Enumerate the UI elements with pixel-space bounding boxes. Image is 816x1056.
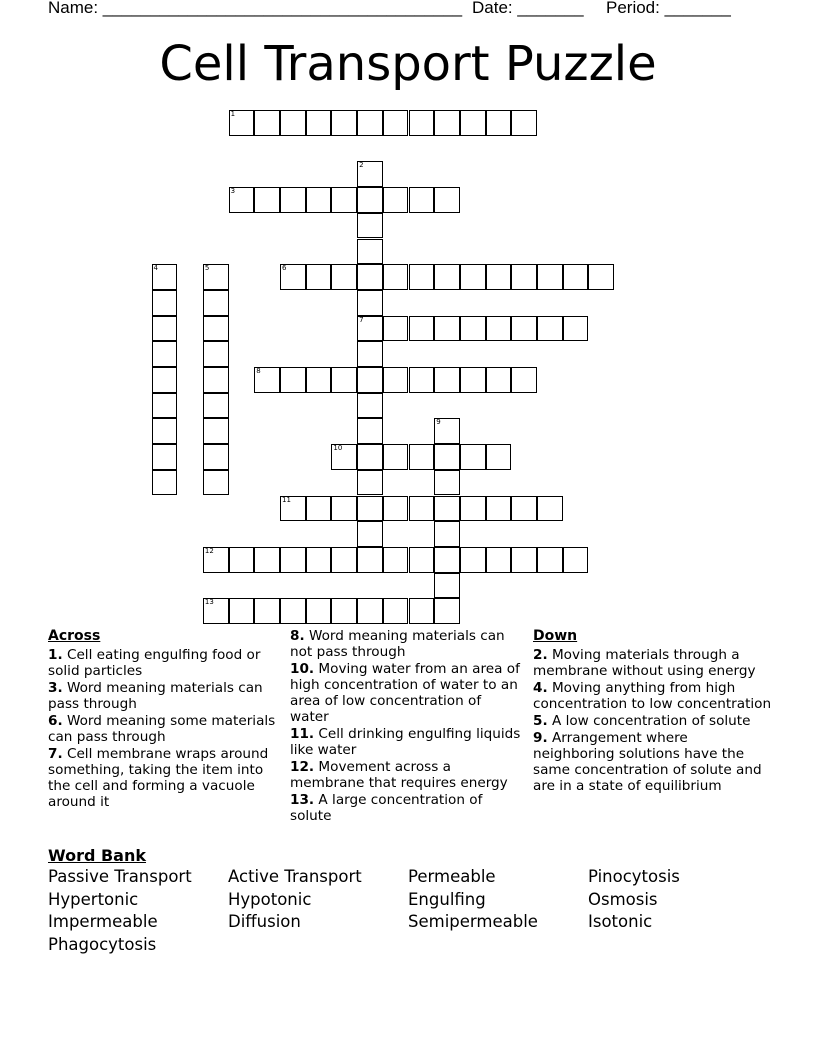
- word-bank-item: Semipermeable: [408, 912, 538, 931]
- grid-cell[interactable]: [486, 547, 512, 573]
- clue-number: 7: [359, 315, 364, 324]
- word-bank-item: Active Transport: [228, 867, 362, 886]
- grid-cell[interactable]: [203, 393, 229, 419]
- grid-cell[interactable]: [486, 316, 512, 342]
- word-bank-item: Impermeable: [48, 912, 158, 931]
- grid-cell[interactable]: [434, 367, 460, 393]
- grid-cell[interactable]: [511, 316, 537, 342]
- grid-cell[interactable]: [331, 496, 357, 522]
- grid-cell[interactable]: [152, 393, 178, 419]
- grid-cell[interactable]: [588, 264, 614, 290]
- grid-cell[interactable]: [434, 316, 460, 342]
- grid-cell[interactable]: [563, 264, 589, 290]
- grid-cell[interactable]: [331, 598, 357, 624]
- grid-cell[interactable]: [563, 316, 589, 342]
- grid-cell[interactable]: [280, 264, 306, 290]
- grid-cell[interactable]: [203, 367, 229, 393]
- grid-cell[interactable]: [434, 496, 460, 522]
- grid-cell[interactable]: [434, 598, 460, 624]
- clue-number: 3: [230, 187, 236, 196]
- grid-cell[interactable]: [537, 547, 563, 573]
- word-bank-item: Pinocytosis: [588, 867, 680, 886]
- grid-cell[interactable]: [152, 341, 178, 367]
- grid-cell[interactable]: [229, 547, 255, 573]
- grid-cell[interactable]: [357, 496, 383, 522]
- grid-cell[interactable]: [511, 110, 537, 136]
- grid-cell[interactable]: [460, 444, 486, 470]
- grid-cell[interactable]: [203, 547, 229, 573]
- grid-cell[interactable]: [486, 496, 512, 522]
- word-bank-item: Hypertonic: [48, 889, 139, 909]
- down-clues: [533, 628, 773, 795]
- grid-cell[interactable]: [357, 316, 383, 342]
- grid-cell[interactable]: [152, 316, 178, 342]
- clue-number: 8: [256, 367, 261, 375]
- grid-cell[interactable]: [280, 547, 306, 573]
- grid-cell[interactable]: [357, 290, 383, 316]
- grid-cell[interactable]: [409, 496, 435, 522]
- word-bank-item: Hypotonic: [228, 889, 312, 909]
- grid-cell[interactable]: [357, 521, 383, 547]
- grid-cell[interactable]: [409, 598, 435, 624]
- clue-across-13: 13. A large concentration of solute: [290, 792, 483, 824]
- grid-cell[interactable]: [203, 444, 229, 470]
- grid-cell[interactable]: [434, 110, 460, 136]
- grid-cell[interactable]: [229, 598, 255, 624]
- grid-cell[interactable]: [357, 341, 383, 367]
- grid-cell[interactable]: [434, 187, 460, 213]
- clue-down-5: 5. A low concentration of solute: [533, 713, 751, 729]
- grid-cell[interactable]: [486, 264, 512, 290]
- grid-cell[interactable]: [383, 187, 409, 213]
- clue-across-11: 11. Cell drinking engulfing liquids like water: [290, 726, 521, 758]
- grid-cell[interactable]: [306, 264, 332, 290]
- grid-cell[interactable]: [357, 187, 383, 213]
- grid-cell[interactable]: [203, 264, 229, 290]
- across-clues-col-2: [290, 628, 522, 825]
- grid-cell[interactable]: [229, 110, 255, 136]
- grid-cell[interactable]: [331, 367, 357, 393]
- grid-cell[interactable]: [306, 598, 332, 624]
- grid-cell[interactable]: [409, 316, 435, 342]
- grid-cell[interactable]: [383, 264, 409, 290]
- grid-cell[interactable]: [409, 547, 435, 573]
- date-field[interactable]: Date: _______: [472, 0, 584, 17]
- grid-cell[interactable]: [331, 264, 357, 290]
- clue-number: 12: [204, 546, 214, 555]
- grid-cell[interactable]: [357, 264, 383, 290]
- clue-number: 2: [359, 161, 364, 170]
- grid-cell[interactable]: [486, 110, 512, 136]
- word-bank-item: Osmosis: [588, 889, 658, 909]
- grid-cell[interactable]: [357, 110, 383, 136]
- grid-cell[interactable]: [537, 264, 563, 290]
- grid-cell[interactable]: [306, 547, 332, 573]
- grid-cell[interactable]: [383, 598, 409, 624]
- grid-cell[interactable]: [152, 264, 178, 290]
- grid-cell[interactable]: [357, 444, 383, 470]
- grid-cell[interactable]: [460, 316, 486, 342]
- grid-cell[interactable]: [383, 496, 409, 522]
- clue-across-8: 8. Word meaning materials can not pass through: [290, 628, 505, 660]
- grid-cell[interactable]: [460, 264, 486, 290]
- clue-down-2: 2. Moving materials through a membrane without using energy: [533, 647, 756, 679]
- grid-cell[interactable]: [434, 573, 460, 599]
- grid-cell[interactable]: [383, 316, 409, 342]
- grid-cell[interactable]: [434, 470, 460, 496]
- grid-cell[interactable]: [229, 187, 255, 213]
- grid-cell[interactable]: [460, 547, 486, 573]
- clue-number: 6: [282, 264, 287, 273]
- grid-cell[interactable]: [357, 213, 383, 239]
- grid-cell[interactable]: [280, 598, 306, 624]
- grid-cell[interactable]: [511, 264, 537, 290]
- grid-cell[interactable]: [306, 187, 332, 213]
- grid-cell[interactable]: [331, 444, 357, 470]
- grid-cell[interactable]: [357, 239, 383, 265]
- clue-across-12: 12. Movement across a membrane that requires energy: [290, 759, 508, 791]
- clue-down-9: 9. Arrangement where neighboring solutions have the same concentration of solute and are in a state of equilibrium: [533, 730, 762, 794]
- grid-cell[interactable]: [357, 418, 383, 444]
- grid-cell[interactable]: [357, 161, 383, 187]
- grid-cell[interactable]: [280, 496, 306, 522]
- grid-cell[interactable]: [306, 110, 332, 136]
- grid-cell[interactable]: [152, 290, 178, 316]
- grid-cell[interactable]: [254, 110, 280, 136]
- grid-cell[interactable]: [203, 598, 229, 624]
- clue-across-1: 1. Cell eating engulfing food or solid particles: [48, 647, 261, 679]
- grid-cell[interactable]: [357, 470, 383, 496]
- grid-cell[interactable]: [383, 444, 409, 470]
- clue-number: 11: [282, 495, 291, 504]
- grid-cell[interactable]: [357, 598, 383, 624]
- grid-cell[interactable]: [203, 341, 229, 367]
- across-clues-col-1: [48, 628, 280, 811]
- grid-cell[interactable]: [357, 367, 383, 393]
- grid-cell[interactable]: [409, 367, 435, 393]
- grid-cell[interactable]: [409, 264, 435, 290]
- grid-cell[interactable]: [434, 547, 460, 573]
- grid-cell[interactable]: [383, 547, 409, 573]
- grid-cell[interactable]: [254, 187, 280, 213]
- word-bank-item: Engulfing: [408, 889, 486, 909]
- grid-cell[interactable]: [306, 367, 332, 393]
- grid-cell[interactable]: [254, 367, 280, 393]
- grid-cell[interactable]: [537, 496, 563, 522]
- grid-cell[interactable]: [434, 264, 460, 290]
- name-field[interactable]: Name: ______________________________________: [48, 0, 463, 17]
- grid-cell[interactable]: [331, 110, 357, 136]
- grid-cell[interactable]: [460, 367, 486, 393]
- across-heading: Across: [48, 628, 101, 644]
- grid-cell[interactable]: [331, 187, 357, 213]
- word-bank-item: Permeable: [408, 867, 496, 886]
- clue-number: 13: [204, 598, 214, 607]
- period-field[interactable]: Period: _______: [606, 0, 731, 17]
- clue-number: 5: [204, 264, 210, 273]
- word-bank-item: Isotonic: [588, 912, 653, 931]
- grid-cell[interactable]: [280, 367, 306, 393]
- clue-across-7: 7. Cell membrane wraps around something, taking the item into the cell and forming a vacuole around it: [48, 746, 269, 810]
- clue-number: 10: [333, 444, 343, 453]
- grid-cell[interactable]: [511, 547, 537, 573]
- grid-cell[interactable]: [152, 470, 178, 496]
- down-heading: Down: [533, 628, 578, 644]
- grid-cell[interactable]: [486, 367, 512, 393]
- grid-cell[interactable]: [511, 496, 537, 522]
- grid-cell[interactable]: [357, 547, 383, 573]
- grid-cell[interactable]: [511, 367, 537, 393]
- grid-cell[interactable]: [152, 367, 178, 393]
- grid-cell[interactable]: [434, 418, 460, 444]
- grid-cell[interactable]: [486, 444, 512, 470]
- grid-cell[interactable]: [254, 547, 280, 573]
- grid-cell[interactable]: [409, 187, 435, 213]
- grid-cell[interactable]: [152, 418, 178, 444]
- grid-cell[interactable]: [254, 598, 280, 624]
- grid-cell[interactable]: [203, 470, 229, 496]
- grid-cell[interactable]: [460, 110, 486, 136]
- word-bank-item: Phagocytosis: [48, 934, 157, 954]
- clue-number: 9: [436, 418, 441, 427]
- grid-cell[interactable]: [203, 316, 229, 342]
- page-title: Cell Transport Puzzle: [159, 36, 657, 92]
- word-bank-item: Diffusion: [228, 912, 301, 931]
- grid-cell[interactable]: [203, 290, 229, 316]
- clue-down-4: 4. Moving anything from high concentration to low concentration: [533, 680, 772, 712]
- grid-cell[interactable]: [460, 496, 486, 522]
- clue-across-10: 10. Moving water from an area of high concentration of water to an area of low concentration of water: [290, 661, 520, 725]
- grid-cell[interactable]: [434, 444, 460, 470]
- grid-cell[interactable]: [357, 393, 383, 419]
- grid-cell[interactable]: [280, 110, 306, 136]
- clue-across-3: 3. Word meaning materials can pass through: [48, 680, 263, 712]
- clue-number: 1: [230, 110, 236, 118]
- grid-cell[interactable]: [383, 110, 409, 136]
- grid-cell[interactable]: [537, 316, 563, 342]
- grid-cell[interactable]: [331, 547, 357, 573]
- grid-cell[interactable]: [152, 444, 178, 470]
- clue-across-6: 6. Word meaning some materials can pass through: [48, 713, 276, 745]
- grid-cell[interactable]: [409, 110, 435, 136]
- word-bank-heading: Word Bank: [48, 846, 147, 865]
- grid-cell[interactable]: [306, 496, 332, 522]
- grid-cell[interactable]: [383, 367, 409, 393]
- clue-number: 4: [153, 264, 158, 273]
- word-bank-item: Passive Transport: [48, 867, 192, 886]
- grid-cell[interactable]: [563, 547, 589, 573]
- grid-cell[interactable]: [280, 187, 306, 213]
- grid-cell[interactable]: [409, 444, 435, 470]
- grid-cell[interactable]: [434, 521, 460, 547]
- grid-cell[interactable]: [203, 418, 229, 444]
